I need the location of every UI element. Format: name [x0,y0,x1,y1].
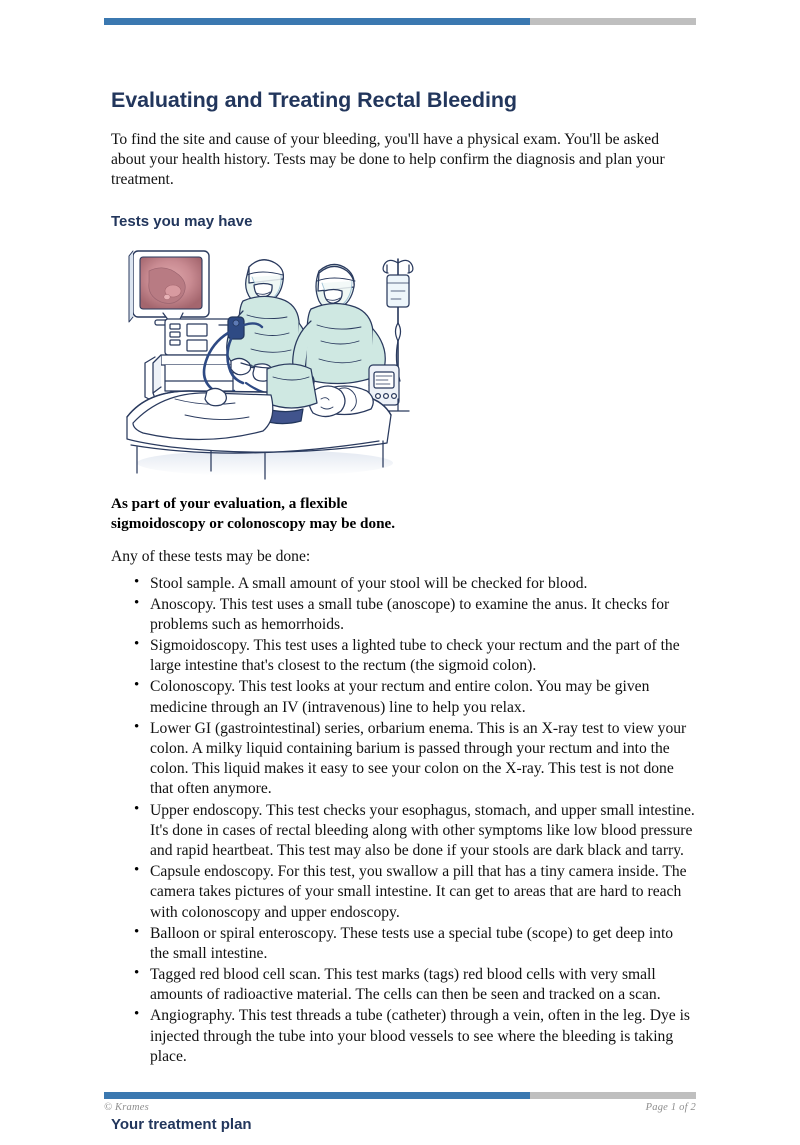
colonoscopy-procedure-illustration [115,241,415,484]
list-item: • Tagged red blood cell scan. This test marks (tags) red blood cells with very small amounts of radioactive material. The cells can then be seen and tracked on a scan. [150,965,696,1005]
video-monitor [129,251,209,325]
footer-copyright: © Krames [104,1101,149,1113]
section-heading-treatment: Your treatment plan [111,1116,252,1134]
section-spacer [111,1068,696,1094]
figure-caption: As part of your evaluation, a flexible sigmoidoscopy or colonoscopy may be done. [111,495,396,532]
intro-paragraph: To find the site and cause of your bleeding, you'll have a physical exam. You'll be asked about your health history. Tests may be done to help confirm the diagnosis and plan your treatment. [111,130,665,189]
footer-rule-blue-segment [104,1092,530,1099]
header-rule-blue-segment [104,18,530,25]
list-item: • Anoscopy. This test uses a small tube (anoscope) to examine the anus. It checks for problems such as hemorrhoids. [150,595,696,635]
list-item: • Upper endoscopy. This test checks your esophagus, stomach, and upper small intestine. It's done in cases of rectal bleeding along with other symptoms like low blood pressure and rapid heartbeat. This test may also be done if your stools are dark black and tarry. [150,801,696,862]
header-rule [104,18,696,25]
list-intro: Any of these tests may be done: [111,548,311,566]
footer-page-number: Page 1 of 2 [645,1101,696,1113]
page-footer [104,1099,696,1115]
list-item: • Stool sample. A small amount of your stool will be checked for blood. [150,574,696,594]
document-content [111,88,696,1145]
section-heading-tests: Tests you may have [111,212,253,230]
list-item: • Balloon or spiral enteroscopy. These tests use a special tube (scope) to get deep into the small intestine. [150,924,696,964]
tests-list [111,574,696,1068]
list-item: • Capsule endoscopy. For this test, you swallow a pill that has a tiny camera inside. The camera takes pictures of your small intestine. It can get to areas that are hard to reach with colonoscopy and upper endoscopy. [150,862,696,923]
page-title: Evaluating and Treating Rectal Bleeding [111,88,517,112]
list-item: • Sigmoidoscopy. This test uses a lighted tube to check your rectum and the part of the large intestine that's closest to the rectum (the sigmoid colon). [150,636,696,676]
list-item: • Colonoscopy. This test looks at your rectum and entire colon. You may be given medicine through an IV (intravenous) line to help you relax. [150,677,696,717]
list-item: • Lower GI (gastrointestinal) series, orbarium enema. This is an X-ray test to view your colon. A milky liquid containing barium is passed through your rectum and into the colon. This liquid makes it easy to see your colon on the X-ray. This test is not done that often anymore. [150,719,696,800]
header-rule-grey-segment [530,18,696,25]
footer-rule [104,1092,696,1099]
footer-rule-grey-segment [530,1092,696,1099]
list-item: • Angiography. This test threads a tube (catheter) through a vein, often in the leg. Dye is injected through the tube into your blood vessels to see where the bleeding is taking place. [150,1006,696,1067]
